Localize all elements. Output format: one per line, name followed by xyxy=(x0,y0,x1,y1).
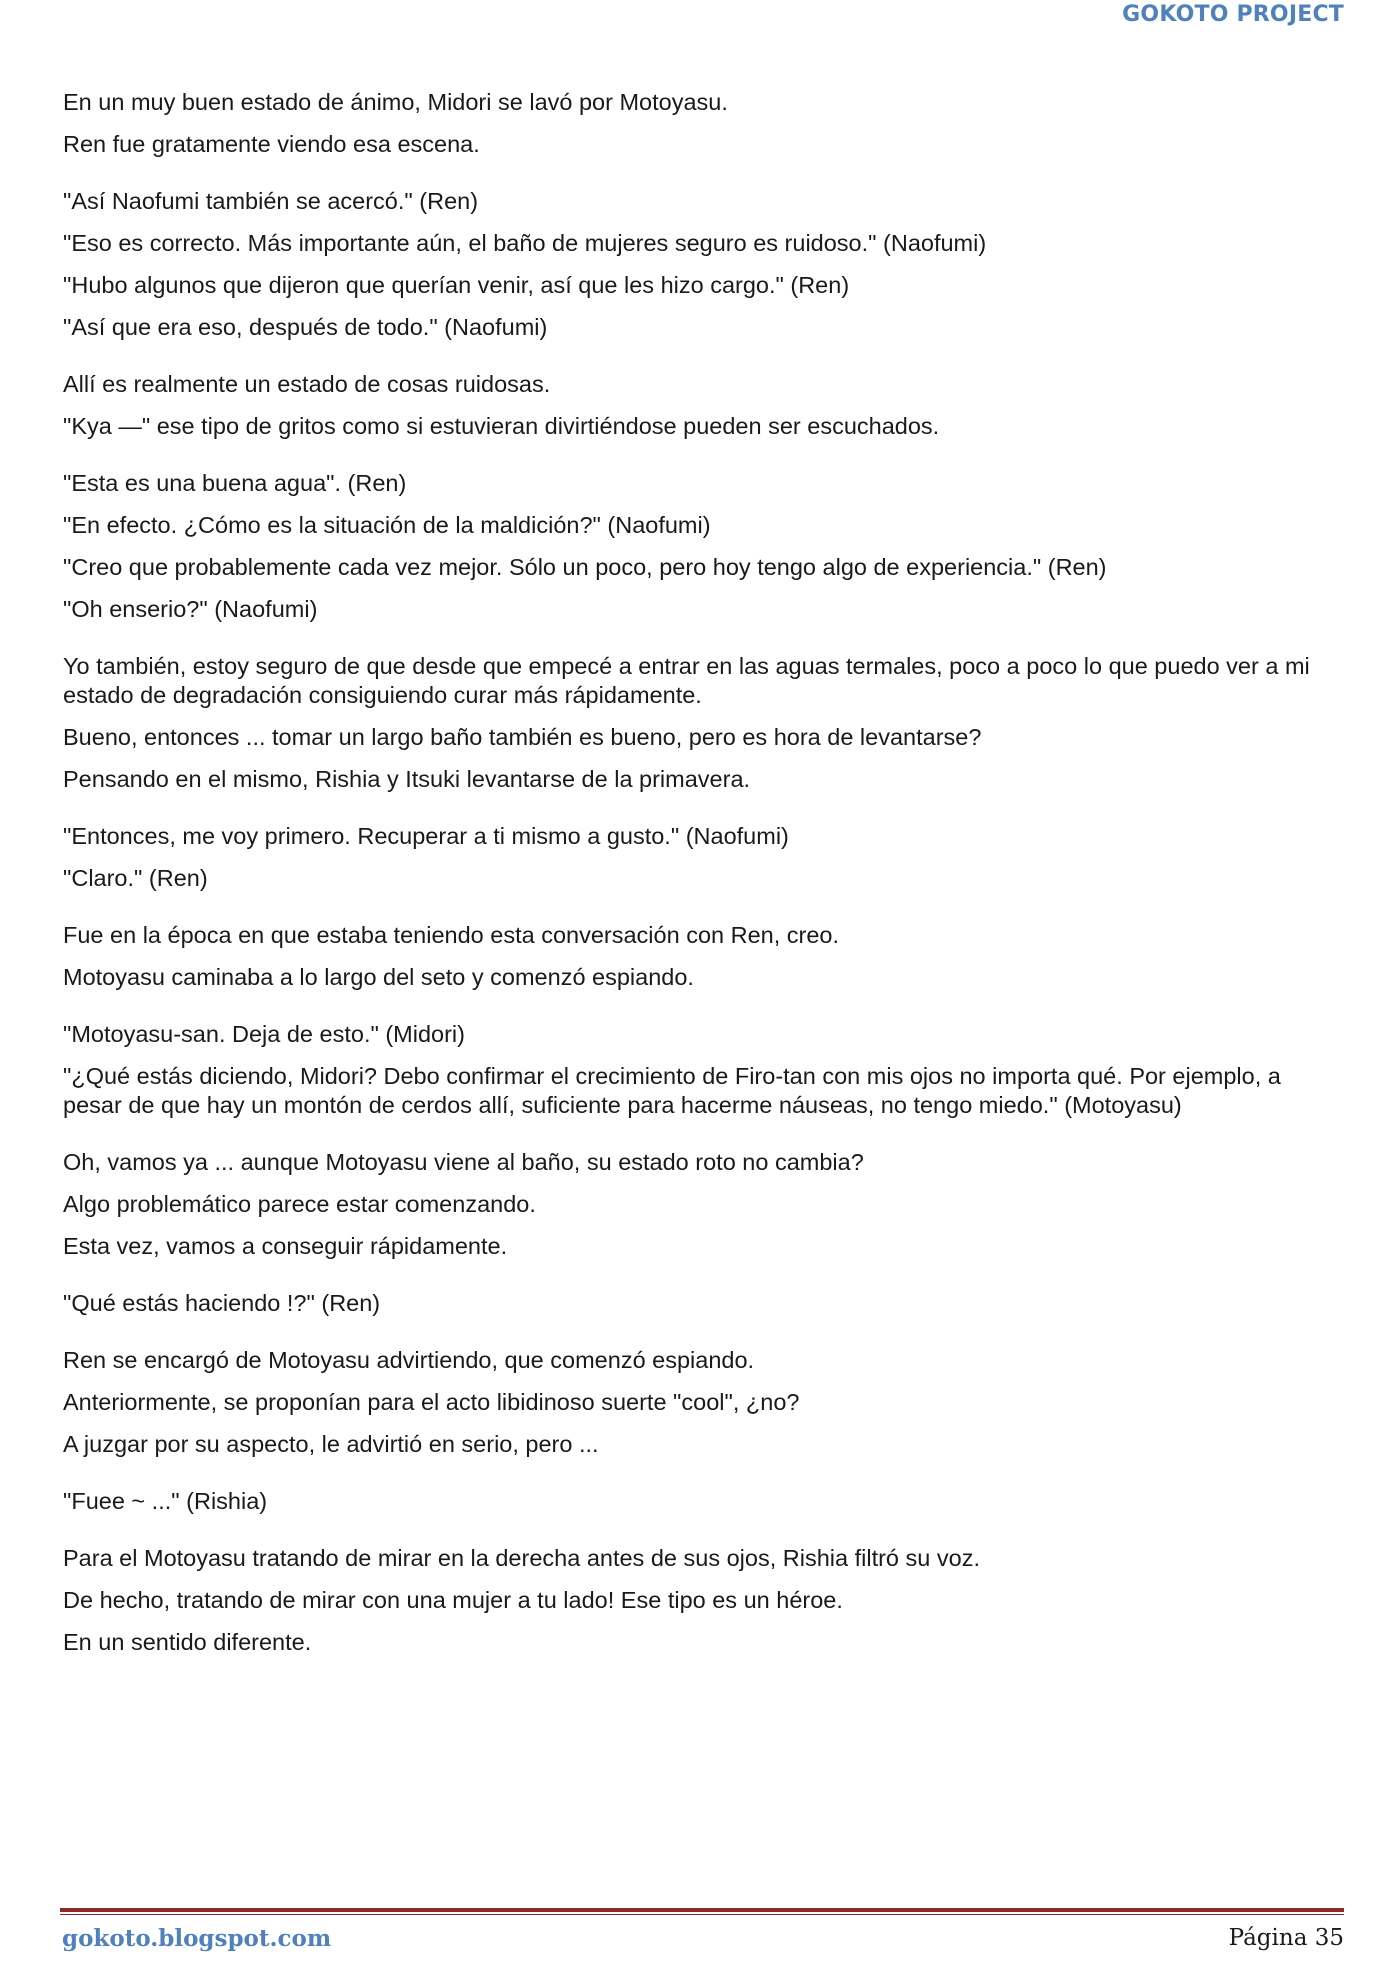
paragraph: Para el Motoyasu tratando de mirar en la derecha antes de sus ojos, Rishia filtró su voz. xyxy=(63,1545,980,1571)
footer-page-number: Página 35 xyxy=(1228,1925,1344,1951)
paragraph: "Creo que probablemente cada vez mejor. Sólo un poco, pero hoy tengo algo de experiencia." (Ren) xyxy=(63,554,1107,580)
paragraph: "Qué estás haciendo !?" (Ren) xyxy=(63,1290,381,1316)
paragraph: Ren fue gratamente viendo esa escena. xyxy=(63,131,480,157)
paragraph: "Entonces, me voy primero. Recuperar a ti mismo a gusto." (Naofumi) xyxy=(63,823,789,849)
paragraph: Anteriormente, se proponían para el acto libidinoso suerte "cool", ¿no? xyxy=(63,1389,800,1415)
paragraph: Yo también, estoy seguro de que desde que empecé a entrar en las aguas termales, poco a poco lo que puedo ver a mi estado de degradación consiguiendo curar más rápidamente. xyxy=(63,653,1310,708)
footer-rule xyxy=(60,1908,1344,1915)
paragraph: A juzgar por su aspecto, le advirtió en serio, pero ... xyxy=(63,1431,599,1457)
footer-rule-thick xyxy=(60,1908,1344,1912)
paragraph: "Fuee ~ ..." (Rishia) xyxy=(63,1488,268,1514)
paragraph: "Hubo algunos que dijeron que querían venir, así que les hizo cargo." (Ren) xyxy=(63,272,850,298)
paragraph: Motoyasu caminaba a lo largo del seto y comenzó espiando. xyxy=(63,964,694,990)
page-header-title: GOKOTO PROJECT xyxy=(1122,2,1344,27)
paragraph: De hecho, tratando de mirar con una mujer a tu lado! Ese tipo es un héroe. xyxy=(63,1587,843,1613)
paragraph: "Esta es una buena agua". (Ren) xyxy=(63,470,407,496)
paragraph: En un muy buen estado de ánimo, Midori se lavó por Motoyasu. xyxy=(63,89,728,115)
footer-site-link[interactable]: gokoto.blogspot.com xyxy=(62,1925,332,1952)
footer-rule-thin xyxy=(60,1914,1344,1915)
paragraph: "En efecto. ¿Cómo es la situación de la maldición?" (Naofumi) xyxy=(63,512,711,538)
paragraph: En un sentido diferente. xyxy=(63,1629,312,1655)
paragraph: "Así Naofumi también se acercó." (Ren) xyxy=(63,188,479,214)
paragraph: "Eso es correcto. Más importante aún, el baño de mujeres seguro es ruidoso." (Naofumi) xyxy=(63,230,987,256)
paragraph: Oh, vamos ya ... aunque Motoyasu viene al baño, su estado roto no cambia? xyxy=(63,1149,864,1175)
paragraph: Bueno, entonces ... tomar un largo baño también es bueno, pero es hora de levantarse? xyxy=(63,724,982,750)
paragraph: Algo problemático parece estar comenzando. xyxy=(63,1191,536,1217)
paragraph: "Oh enserio?" (Naofumi) xyxy=(63,596,318,622)
document-body xyxy=(63,88,1343,1670)
paragraph: Allí es realmente un estado de cosas ruidosas. xyxy=(63,371,551,397)
paragraph: "Motoyasu-san. Deja de esto." (Midori) xyxy=(63,1021,465,1047)
paragraph: Pensando en el mismo, Rishia y Itsuki levantarse de la primavera. xyxy=(63,766,751,792)
paragraph: Ren se encargó de Motoyasu advirtiendo, que comenzó espiando. xyxy=(63,1347,755,1373)
paragraph: "Claro." (Ren) xyxy=(63,865,208,891)
paragraph: Esta vez, vamos a conseguir rápidamente. xyxy=(63,1233,508,1259)
paragraph: "Así que era eso, después de todo." (Naofumi) xyxy=(63,314,548,340)
paragraph: "Kya —" ese tipo de gritos como si estuvieran divirtiéndose pueden ser escuchados. xyxy=(63,413,940,439)
paragraph: Fue en la época en que estaba teniendo esta conversación con Ren, creo. xyxy=(63,922,840,948)
paragraph: "¿Qué estás diciendo, Midori? Debo confirmar el crecimiento de Firo-tan con mis ojos no importa qué. Por ejemplo, a pesar de que hay un montón de cerdos allí, suficiente para hacerme náuseas, no tengo miedo." (Motoyasu) xyxy=(63,1063,1281,1118)
